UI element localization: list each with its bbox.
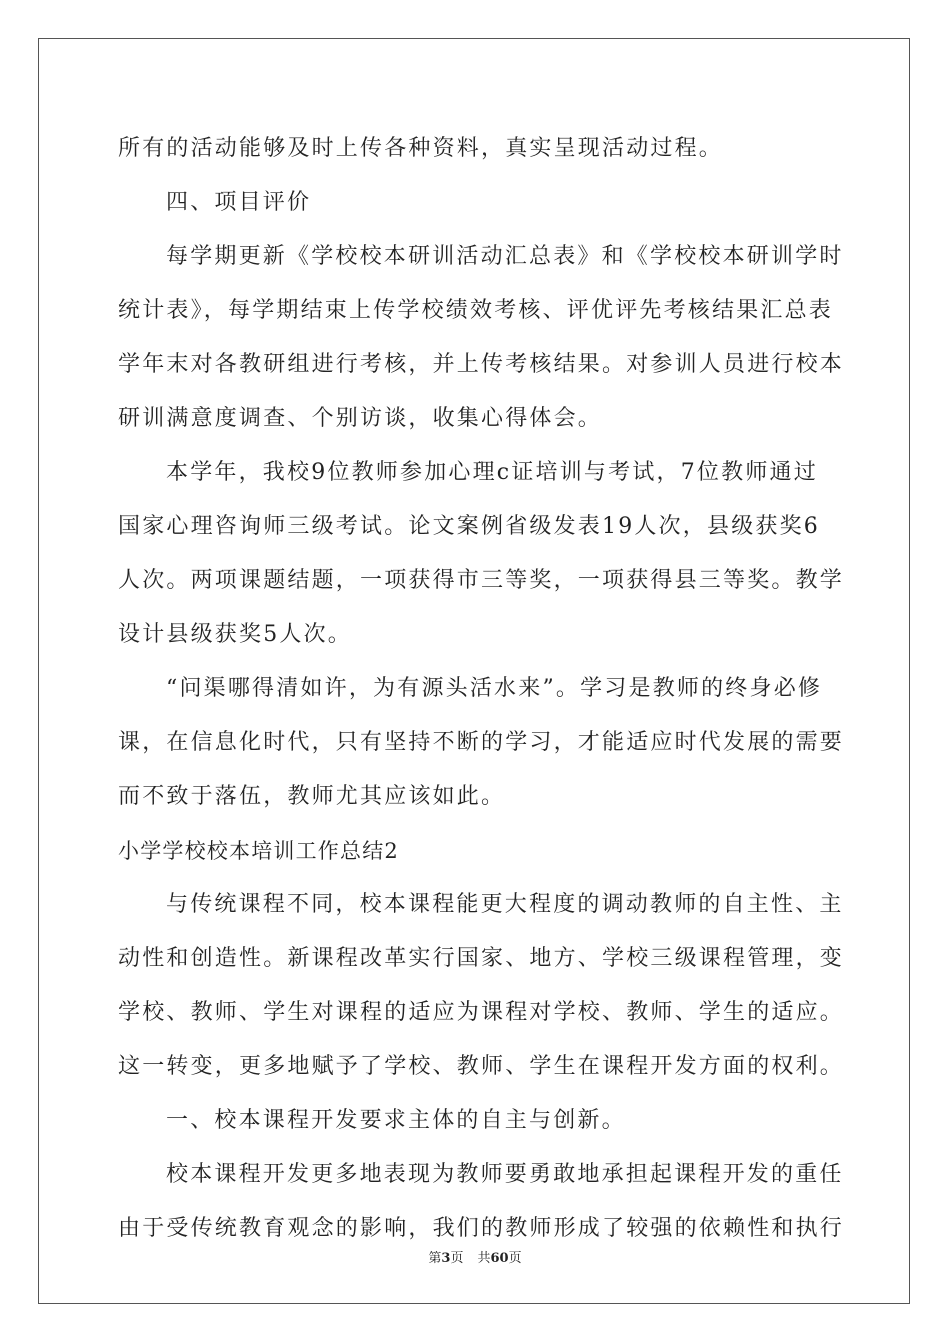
footer-page-number: 3: [441, 1251, 451, 1266]
paragraph-line: 设计县级获奖5人次。: [118, 622, 352, 647]
document-body: [118, 122, 845, 1256]
paragraph-line: 人次。两项课题结题，一项获得市三等奖，一项获得县三等奖。教学: [118, 568, 845, 593]
footer-prefix: 第: [428, 1251, 442, 1266]
paragraph-line: 研训满意度调查、个别访谈，收集心得体会。: [118, 406, 603, 431]
paragraph-line: 课，在信息化时代，只有坚持不断的学习，才能适应时代发展的需要: [118, 730, 845, 755]
page-footer: [0, 1247, 950, 1266]
paragraph-line: 每学期更新《学校校本研训活动汇总表》和《学校校本研训学时: [166, 244, 844, 269]
paragraph-line: 统计表》，每学期结束上传学校绩效考核、评优评先考核结果汇总表: [118, 298, 834, 323]
paragraph-line: 校本课程开发更多地表现为教师要勇敢地承担起课程开发的重任: [166, 1162, 844, 1187]
footer-total-pages: 60: [490, 1251, 509, 1266]
document-heading: 小学学校校本培训工作总结2: [118, 839, 399, 863]
footer-page-suffix: 页: [450, 1251, 464, 1266]
paragraph-line: 所有的活动能够及时上传各种资料，真实呈现活动过程。: [118, 136, 724, 161]
paragraph-line: 由于受传统教育观念的影响，我们的教师形成了较强的依赖性和执行: [118, 1216, 845, 1241]
paragraph-line: 动性和创造性。新课程改革实行国家、地方、学校三级课程管理，变: [118, 946, 845, 971]
paragraph-line: 国家心理咨询师三级考试。论文案例省级发表19人次，县级获奖6: [118, 514, 820, 539]
footer-total-suffix: 页: [508, 1251, 522, 1266]
paragraph-line: 这一转变，更多地赋予了学校、教师、学生在课程开发方面的权利。: [118, 1054, 845, 1079]
paragraph-line: “问渠哪得清如许，为有源头活水来”。学习是教师的终身必修: [166, 676, 823, 701]
footer-total-prefix: 共: [477, 1251, 491, 1266]
paragraph-line: 而不致于落伍，教师尤其应该如此。: [118, 784, 506, 809]
section-heading: 一、校本课程开发要求主体的自主与创新。: [166, 1108, 626, 1133]
paragraph-line: 本学年，我校9位教师参加心理c证培训与考试，7位教师通过: [166, 460, 818, 485]
paragraph-line: 与传统课程不同，校本课程能更大程度的调动教师的自主性、主: [166, 892, 844, 917]
paragraph-line: 学校、教师、学生对课程的适应为课程对学校、教师、学生的适应。: [118, 1000, 845, 1025]
section-heading: 四、项目评价: [166, 190, 312, 215]
paragraph-line: 学年末对各教研组进行考核，并上传考核结果。对参训人员进行校本: [118, 352, 845, 377]
